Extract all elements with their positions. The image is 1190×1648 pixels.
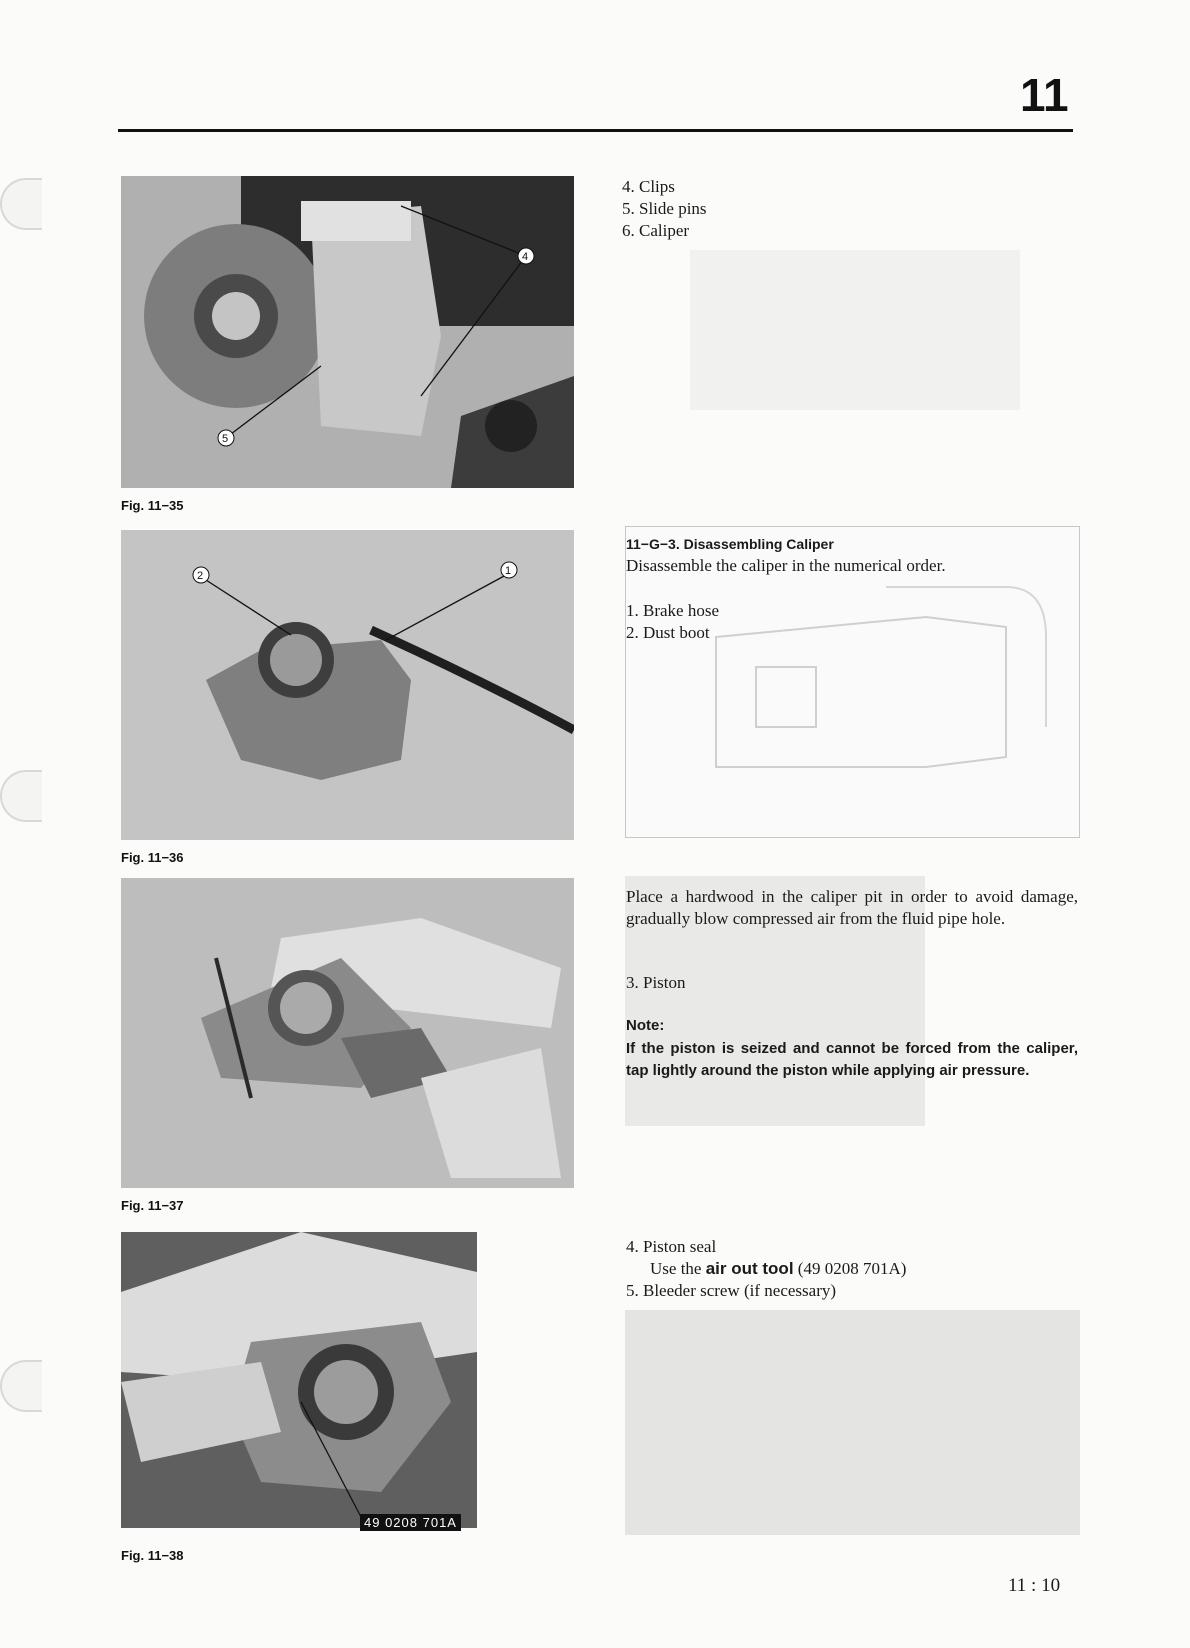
section-intro: Disassemble the caliper in the numerical order.	[626, 556, 946, 575]
faded-illustration	[625, 1310, 1080, 1535]
callout-5: 5	[222, 433, 229, 445]
punch-hole-mark	[0, 178, 42, 230]
tool-instruction	[650, 1258, 906, 1280]
procedure-paragraph: Place a hardwood in the caliper pit in order to avoid damage, gradually blow compressed air from the fluid pipe hole.	[626, 887, 1078, 928]
list-item: 5. Slide pins	[622, 199, 707, 218]
tool-instruction-prefix: Use the	[650, 1259, 702, 1278]
figure-11-38-photo	[121, 1232, 477, 1528]
figure-caption: Fig. 11−37	[121, 1198, 184, 1213]
parts-list	[626, 600, 719, 644]
figure-caption: Fig. 11−36	[121, 850, 184, 865]
list-item: 4. Clips	[622, 177, 675, 196]
note-body: If the piston is seized and cannot be forced from the caliper, tap lightly around the piston while applying air pressure.	[626, 1040, 1078, 1079]
figure-caption: Fig. 11−38	[121, 1548, 184, 1563]
list-item: 5. Bleeder screw (if necessary)	[626, 1281, 837, 1300]
punch-hole-mark	[0, 770, 42, 822]
list-item: 4. Piston seal	[626, 1237, 717, 1256]
figure-caption: Fig. 11−35	[121, 498, 184, 513]
tool-number-label: 49 0208 701A	[360, 1514, 461, 1531]
page-number: 11 : 10	[1008, 1575, 1061, 1596]
callout-4: 4	[522, 251, 529, 263]
section-heading: 11−G−3. Disassembling Caliper	[626, 536, 834, 552]
punch-hole-mark	[0, 1360, 42, 1412]
callout-1: 1	[505, 565, 512, 577]
parts-list	[622, 176, 707, 242]
list-item: 6. Caliper	[622, 221, 690, 240]
header-rule	[118, 129, 1073, 132]
tool-number: (49 0208 701A)	[797, 1259, 907, 1278]
list-item: 2. Dust boot	[626, 623, 710, 642]
list-item: 1. Brake hose	[626, 601, 720, 620]
faded-illustration	[690, 250, 1020, 410]
chapter-number: 11	[1020, 69, 1069, 121]
note-title: Note:	[626, 1017, 665, 1034]
tool-name: air out tool	[705, 1259, 794, 1278]
figure-11-36-photo	[121, 530, 574, 840]
figure-11-35-photo	[121, 176, 574, 488]
figure-11-37-photo	[121, 878, 574, 1188]
callout-2: 2	[197, 570, 204, 582]
list-item: 3. Piston	[626, 973, 686, 992]
